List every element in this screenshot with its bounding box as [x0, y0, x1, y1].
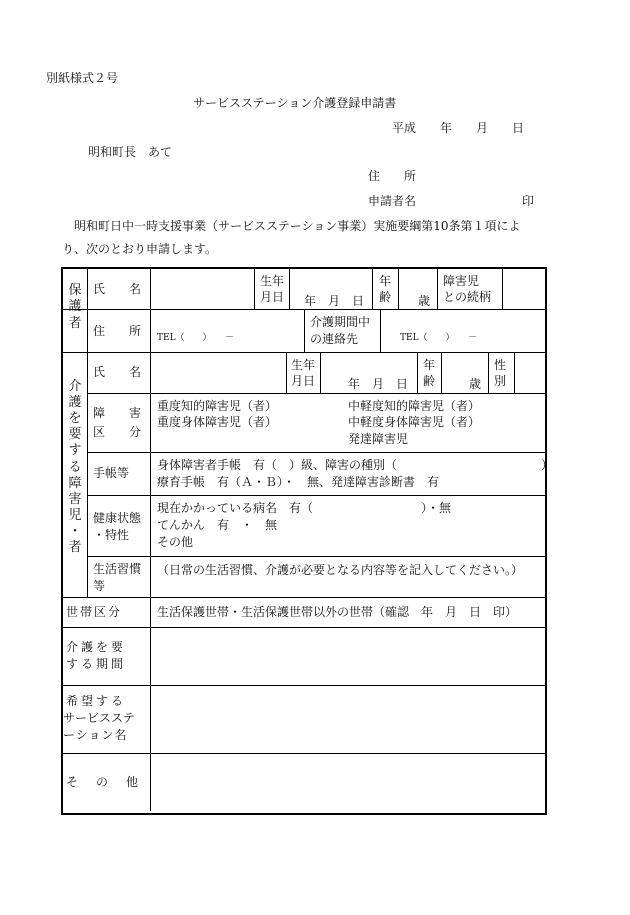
- notebook-line2: 療育手帳 有（Ａ・Ｂ）・ 無、発達障害診断書 有: [157, 475, 440, 489]
- care-sex-label-1: 性: [494, 358, 507, 372]
- disability-left-1: 重度知的障害児（者）: [157, 399, 278, 413]
- habits-label-1: 生活習慣: [93, 562, 142, 576]
- guardian-birth-label-1: 生年: [260, 274, 285, 288]
- disability-label-2: 区 分: [93, 425, 142, 439]
- guardian-birth-label-2: 月日: [260, 290, 285, 304]
- station-label-3: ーション名: [63, 728, 128, 742]
- body-text-line1: 明和町日中一時支援事業（サービスステーション事業）実施要綱第10条第１項によ: [74, 219, 521, 233]
- period-label-2: する期間: [66, 657, 127, 671]
- addressee: 明和町長 あて: [88, 145, 173, 159]
- disability-left-2: 重度身体障害児（者）: [157, 415, 278, 429]
- health-line1: 現在かかっている病名 有（ ）・無: [157, 501, 452, 515]
- guardian-age-unit: 歳: [418, 294, 431, 308]
- station-label-1: 希望する: [66, 694, 127, 708]
- guardian-contact-label-2: の連絡先: [310, 332, 359, 346]
- applicant-name-label: 申請者名: [368, 194, 417, 208]
- disability-label-1: 障 害: [93, 406, 142, 420]
- guardian-birth-value: 年 月 日: [304, 294, 365, 308]
- guardian-section-label: 保 護 者: [68, 283, 82, 331]
- care-name-label: 氏 名: [93, 365, 142, 379]
- station-label-2: サービスステ: [63, 711, 135, 725]
- household-label: 世帯区分: [66, 605, 123, 619]
- household-text: 生活保護世帯・生活保護世帯以外の世帯（確認 年 月 日 印）: [157, 605, 518, 619]
- guardian-age-label-2: 齢: [379, 290, 392, 304]
- guardian-contact-label-1: 介護期間中: [310, 315, 371, 329]
- care-birth-label-1: 生年: [291, 358, 316, 372]
- disability-right-1: 中軽度知的障害児（者）: [348, 399, 481, 413]
- other-label: そ の 他: [66, 775, 142, 789]
- guardian-relation-label-1: 障害児: [443, 274, 480, 288]
- period-label-1: 介護を要: [66, 640, 127, 654]
- form-number: 別紙様式２号: [46, 71, 119, 85]
- guardian-age-label-1: 年: [379, 274, 392, 288]
- disability-right-3: 発達障害児: [348, 432, 409, 446]
- body-text-line2: り、次のとおり申請します。: [62, 242, 218, 256]
- habits-text: （日常の生活習慣、介護が必要となる内容等を記入してください。）: [157, 563, 524, 577]
- guardian-tel: TEL（ ） －: [157, 333, 235, 343]
- habits-label-2: 等: [93, 579, 106, 593]
- applicant-address-label: 住 所: [368, 169, 417, 183]
- guardian-name-label: 氏 名: [93, 282, 142, 296]
- care-age-label-2: 齢: [423, 374, 436, 388]
- health-label-1: 健康状態: [93, 511, 142, 525]
- disability-right-2: 中軽度身体障害児（者）: [348, 415, 481, 429]
- health-line3: その他: [157, 535, 194, 549]
- care-section-label: 介 護 を 要 す る 障 害 児 ・ 者: [68, 379, 82, 556]
- date-line: 平成 年 月 日: [392, 121, 525, 135]
- care-age-label-1: 年: [423, 358, 436, 372]
- care-sex-label-2: 別: [494, 374, 507, 388]
- care-birth-label-2: 月日: [291, 374, 316, 388]
- notebook-line1: 身体障害者手帳 有（ ）級、障害の種別（ ）: [157, 458, 554, 472]
- notebook-label: 手帳等: [93, 466, 130, 480]
- health-label-2: ・特性: [93, 528, 130, 542]
- care-birth-value: 年 月 日: [348, 377, 409, 391]
- page-title: サービスステーション介護登録申請書: [193, 96, 397, 110]
- health-line2: てんかん 有 ・ 無: [157, 518, 278, 532]
- guardian-contact-tel: TEL（ ） －: [400, 333, 478, 343]
- seal-mark: 印: [522, 194, 535, 208]
- care-age-unit: 歳: [469, 377, 482, 391]
- guardian-address-label: 住 所: [93, 324, 142, 338]
- guardian-relation-label-2: との続柄: [443, 290, 492, 304]
